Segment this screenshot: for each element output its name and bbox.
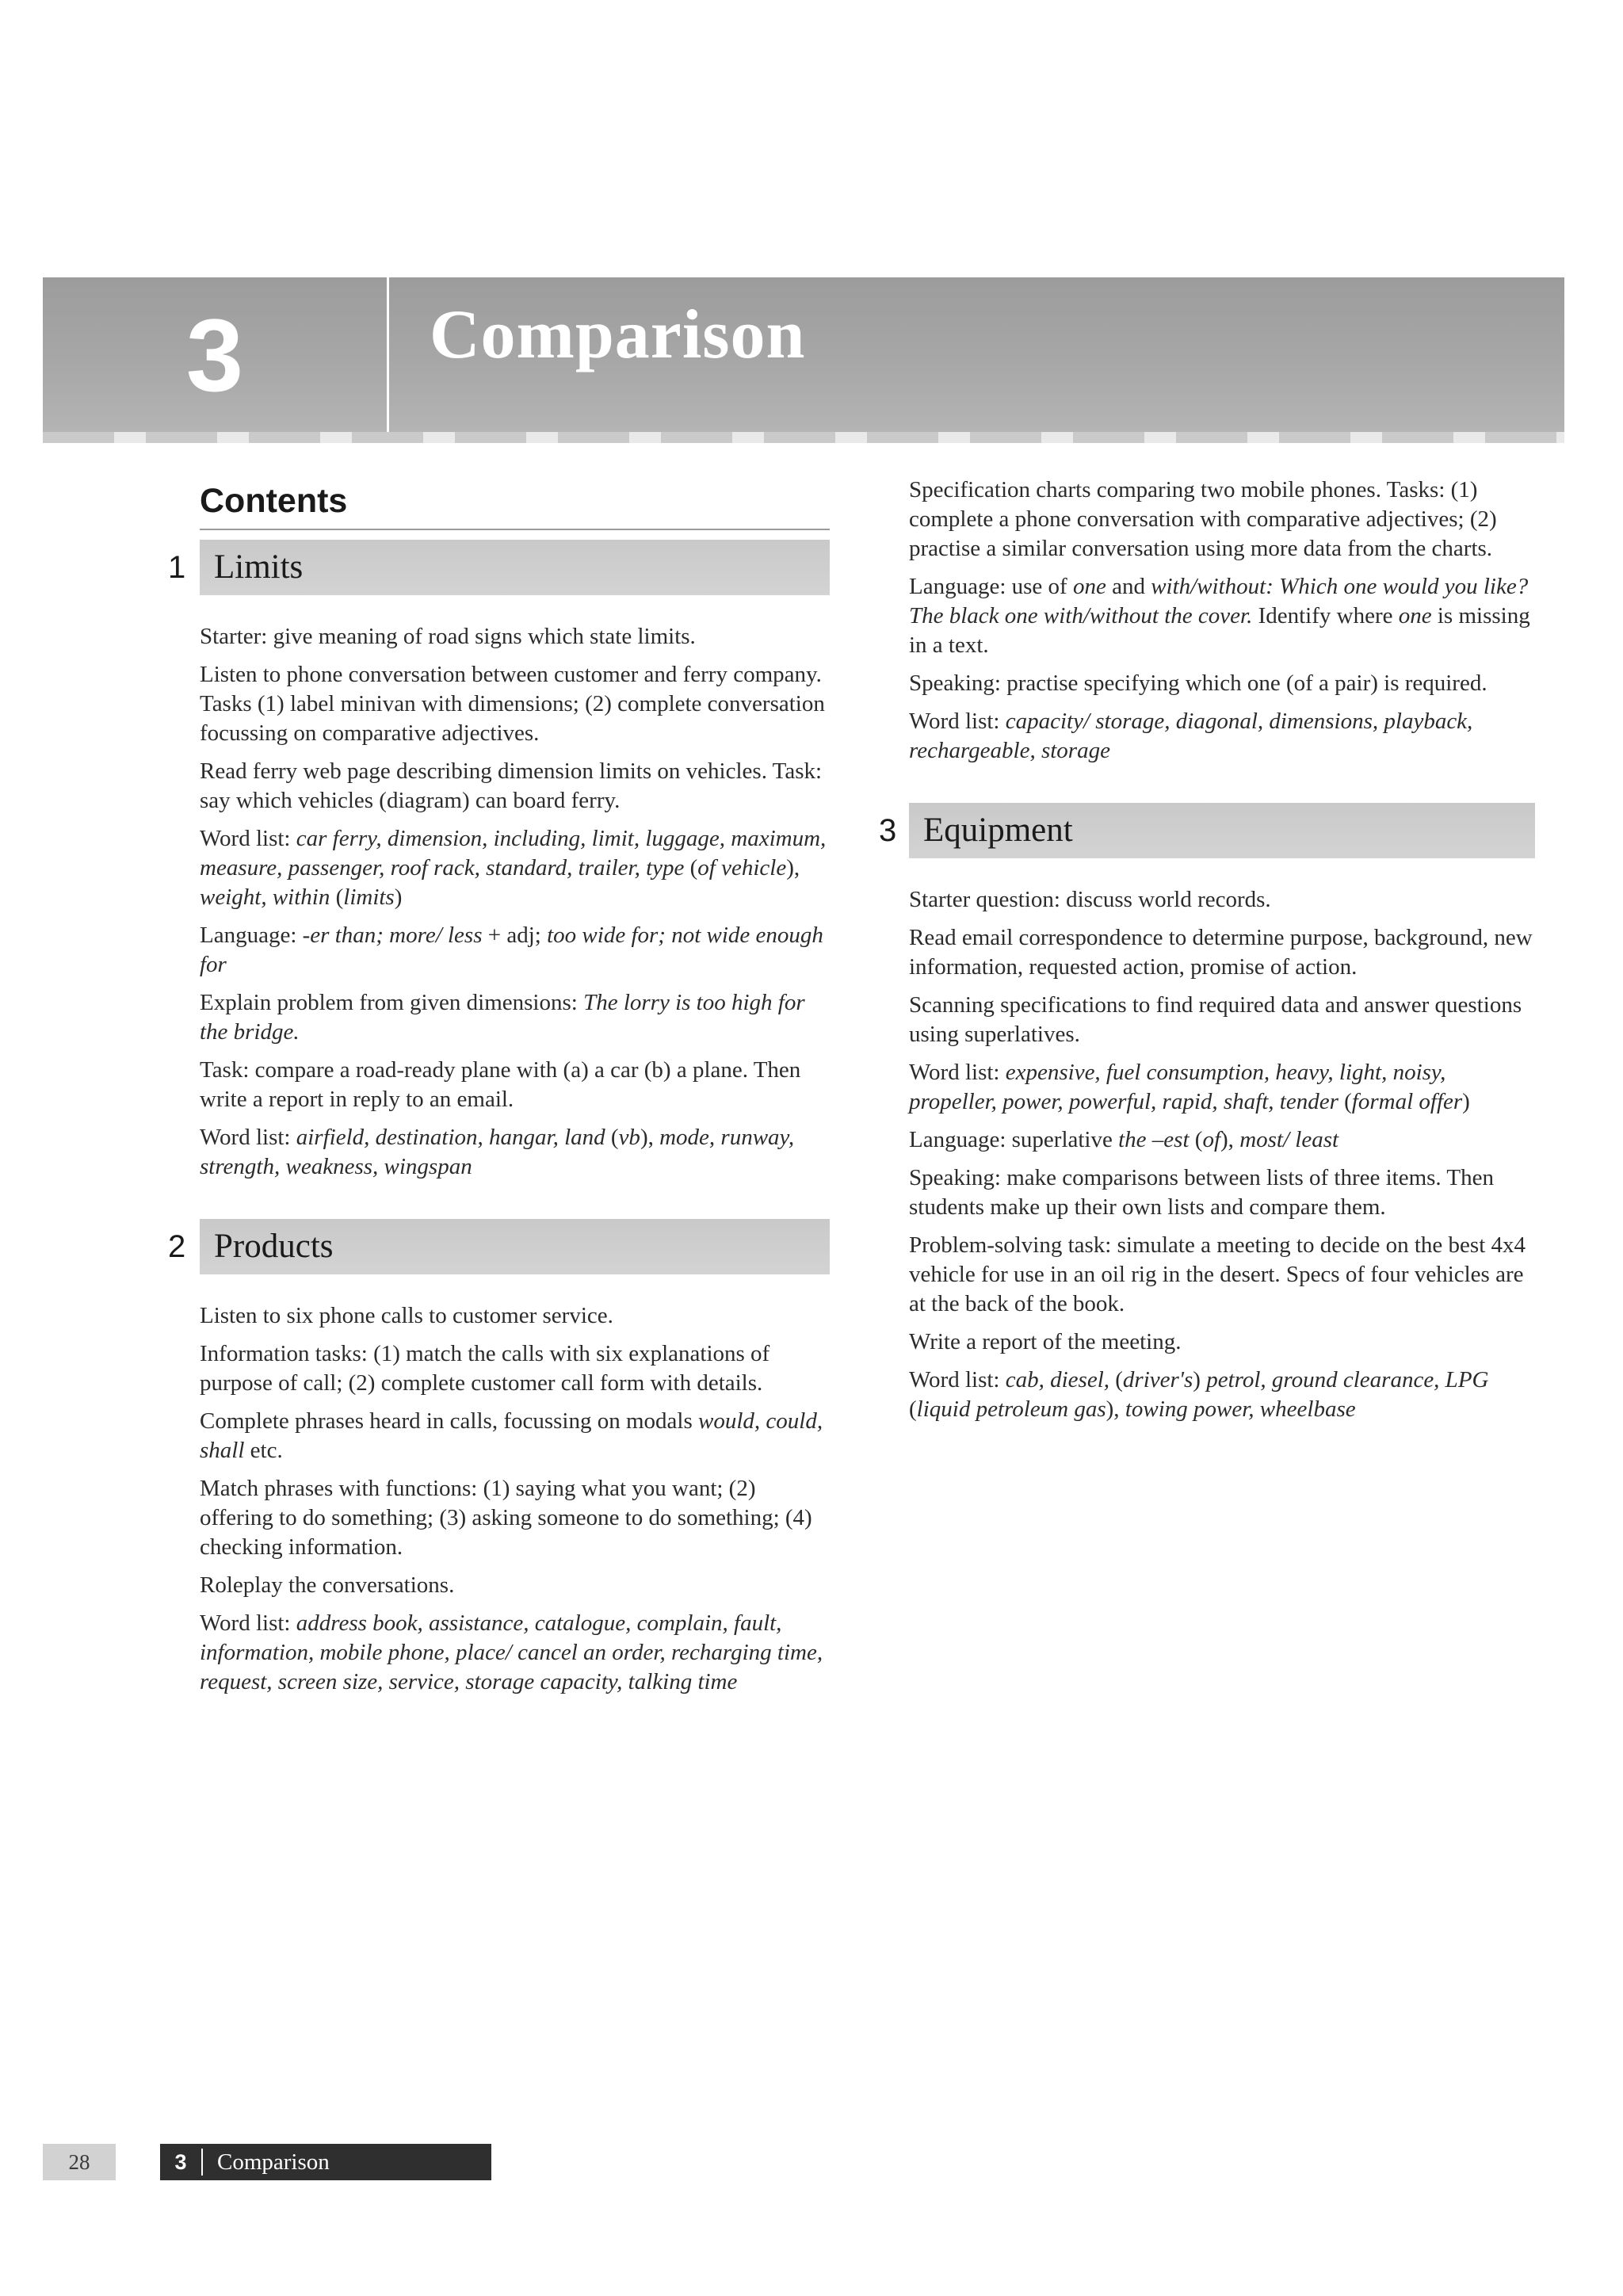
italic-text: airfield, destination, hangar, land bbox=[296, 1125, 605, 1150]
text: ( bbox=[909, 1396, 917, 1422]
paragraph bbox=[200, 1339, 830, 1398]
italic-text: the –est bbox=[1118, 1127, 1190, 1152]
banner-fringe bbox=[43, 432, 1564, 443]
text: Word list: bbox=[200, 1125, 296, 1150]
text: Complete phrases heard in calls, focussing on modals bbox=[200, 1408, 699, 1434]
paragraph bbox=[200, 1301, 830, 1331]
contents-heading: Contents bbox=[200, 482, 348, 520]
italic-text: with/without: Which one would you like? The black one with/without the cover. bbox=[909, 574, 1529, 628]
text: Read email correspondence to determine purpose, background, new information, requested action, promise of action. bbox=[909, 925, 1533, 980]
footer-chapter-tab bbox=[160, 2144, 491, 2180]
paragraph bbox=[200, 1056, 830, 1114]
contents-rule bbox=[200, 529, 830, 530]
italic-text: too wide for; not wide enough for bbox=[200, 923, 823, 977]
text: ), bbox=[1220, 1127, 1240, 1152]
italic-text: mode, runway, strength, weakness, wingspan bbox=[200, 1125, 795, 1179]
text: ( bbox=[1338, 1089, 1352, 1114]
text: ( bbox=[605, 1125, 619, 1150]
italic-text: capacity/ storage, diagonal, dimensions, playback, rechargeable, storage bbox=[909, 709, 1473, 763]
footer-divider bbox=[201, 2149, 203, 2176]
section-body-products-continued bbox=[909, 476, 1535, 766]
section-title: Limits bbox=[214, 548, 304, 586]
text: is missing in a text. bbox=[909, 603, 1530, 658]
text: Information tasks: (1) match the calls with six explanations of purpose of call; (2) complete customer call form with details. bbox=[200, 1341, 770, 1396]
text: ( bbox=[684, 855, 698, 881]
footer-chapter-title: Comparison bbox=[217, 2149, 330, 2175]
paragraph bbox=[909, 1058, 1535, 1117]
text: Word list: bbox=[200, 1610, 296, 1636]
section-heading-products bbox=[168, 1219, 830, 1274]
section-number: 3 bbox=[879, 813, 897, 848]
paragraph bbox=[200, 757, 830, 816]
italic-text: liquid petroleum gas bbox=[916, 1396, 1106, 1422]
paragraph bbox=[200, 1407, 830, 1465]
italic-text: cab, diesel, bbox=[1005, 1367, 1109, 1392]
paragraph bbox=[200, 1609, 830, 1697]
paragraph bbox=[909, 669, 1535, 698]
text: ( bbox=[330, 884, 344, 910]
page-number: 28 bbox=[43, 2144, 116, 2180]
paragraph bbox=[909, 707, 1535, 766]
italic-text: vb bbox=[618, 1125, 640, 1150]
paragraph bbox=[200, 921, 830, 980]
paragraph bbox=[909, 476, 1535, 563]
italic-text: weight, within bbox=[200, 884, 330, 910]
chapter-banner bbox=[43, 277, 1564, 432]
text: Starter question: discuss world records. bbox=[909, 887, 1271, 912]
text: Match phrases with functions: (1) saying what you want; (2) offering to do something; (3) asking someone to do something; (4) checking information. bbox=[200, 1476, 812, 1560]
paragraph bbox=[200, 1571, 830, 1600]
italic-text: most/ least bbox=[1239, 1127, 1339, 1152]
paragraph bbox=[909, 1231, 1535, 1319]
paragraph bbox=[909, 1163, 1535, 1222]
text: Listen to six phone calls to customer service. bbox=[200, 1303, 613, 1328]
text: Scanning specifications to find required data and answer questions using superlatives. bbox=[909, 992, 1522, 1047]
left-column bbox=[168, 476, 830, 1706]
paragraph bbox=[200, 1123, 830, 1182]
paragraph bbox=[909, 572, 1535, 660]
section-body-products bbox=[200, 1301, 830, 1697]
italic-text: The lorry is too high for the bridge. bbox=[200, 990, 805, 1045]
paragraph bbox=[200, 988, 830, 1047]
text: + adj; bbox=[482, 923, 548, 948]
text: etc. bbox=[244, 1438, 283, 1463]
text: Language: use of bbox=[909, 574, 1073, 599]
paragraph bbox=[909, 1366, 1535, 1424]
text: ) bbox=[1462, 1089, 1470, 1114]
section-number: 2 bbox=[168, 1229, 186, 1264]
text: Listen to phone conversation between customer and ferry company. Tasks (1) label minivan with dimensions; (2) complete conversation focussing on comparative adjectives. bbox=[200, 662, 825, 746]
italic-text: -er than; more/ less bbox=[302, 923, 483, 948]
paragraph bbox=[200, 824, 830, 912]
italic-text: formal offer bbox=[1351, 1089, 1463, 1114]
chapter-title: Comparison bbox=[430, 296, 806, 373]
text: ( bbox=[1109, 1367, 1123, 1392]
text: Read ferry web page describing dimension limits on vehicles. Task: say which vehicles (diagram) can board ferry. bbox=[200, 758, 823, 813]
text: Problem-solving task: simulate a meeting to decide on the best 4x4 vehicle for use in an oil rig in the desert. Specs of four vehicles are at the back of the book. bbox=[909, 1232, 1526, 1316]
italic-text: one bbox=[1072, 574, 1106, 599]
text: Word list: bbox=[909, 1367, 1006, 1392]
text: Word list: bbox=[909, 709, 1006, 734]
paragraph bbox=[200, 622, 830, 651]
text: ) bbox=[394, 884, 403, 910]
text: Specification charts comparing two mobile phones. Tasks: (1) complete a phone conversation with comparative adjectives; (2) practise a similar conversation using more data from the charts. bbox=[909, 477, 1497, 561]
section-heading-equipment bbox=[879, 803, 1535, 858]
italic-text: of vehicle bbox=[697, 855, 787, 881]
paragraph bbox=[909, 923, 1535, 982]
text: ), bbox=[640, 1125, 660, 1150]
text: and bbox=[1106, 574, 1151, 599]
section-title: Products bbox=[214, 1228, 334, 1265]
text: ), bbox=[786, 855, 800, 881]
text: Speaking: practise specifying which one (of a pair) is required. bbox=[909, 670, 1487, 696]
text: Word list: bbox=[200, 826, 296, 851]
section-body-limits bbox=[200, 622, 830, 1182]
italic-text: would, could, shall bbox=[200, 1408, 823, 1463]
text: Speaking: make comparisons between lists of three items. Then students make up their own lists and compare them. bbox=[909, 1165, 1494, 1220]
paragraph bbox=[909, 1125, 1535, 1155]
paragraph bbox=[909, 885, 1535, 915]
text: Word list: bbox=[909, 1060, 1006, 1085]
text: ) bbox=[1193, 1367, 1207, 1392]
italic-text: address book, assistance, catalogue, complain, fault, information, mobile phone, place/ cancel an order, recharging time, request, screen size, service, storage capacity, talking time bbox=[200, 1610, 823, 1694]
text: Explain problem from given dimensions: bbox=[200, 990, 584, 1015]
italic-text: expensive, fuel consumption, heavy, light, noisy, propeller, power, powerful, rapid, shaft, tender bbox=[909, 1060, 1446, 1114]
italic-text: driver's bbox=[1122, 1367, 1193, 1392]
text: Language: bbox=[200, 923, 303, 948]
paragraph bbox=[909, 1328, 1535, 1357]
section-heading-limits bbox=[168, 540, 830, 595]
italic-text: car ferry, dimension, including, limit, luggage, maximum, measure, passenger, roof rack, standard, trailer, type bbox=[200, 826, 827, 881]
text: Write a report of the meeting. bbox=[909, 1329, 1182, 1354]
italic-text: one bbox=[1398, 603, 1432, 628]
text: Starter: give meaning of road signs which state limits. bbox=[200, 624, 696, 649]
paragraph bbox=[200, 1474, 830, 1562]
right-column bbox=[879, 476, 1535, 1433]
paragraph bbox=[200, 660, 830, 748]
section-body-equipment bbox=[909, 885, 1535, 1424]
text: Language: superlative bbox=[909, 1127, 1119, 1152]
text: Identify where bbox=[1252, 603, 1399, 628]
italic-text: petrol, ground clearance, LPG bbox=[1206, 1367, 1489, 1392]
italic-text: of bbox=[1202, 1127, 1221, 1152]
text: Roleplay the conversations. bbox=[200, 1572, 455, 1598]
banner-divider bbox=[387, 277, 389, 444]
text: ( bbox=[1189, 1127, 1203, 1152]
italic-text: towing power, wheelbase bbox=[1125, 1396, 1356, 1422]
text: ), bbox=[1106, 1396, 1125, 1422]
chapter-number: 3 bbox=[185, 296, 244, 413]
section-title: Equipment bbox=[923, 812, 1073, 849]
section-number: 1 bbox=[168, 550, 186, 585]
italic-text: limits bbox=[343, 884, 395, 910]
footer-chapter-number: 3 bbox=[174, 2150, 187, 2174]
text: Task: compare a road-ready plane with (a) a car (b) a plane. Then write a report in reply to an email. bbox=[200, 1057, 801, 1112]
paragraph bbox=[909, 991, 1535, 1049]
